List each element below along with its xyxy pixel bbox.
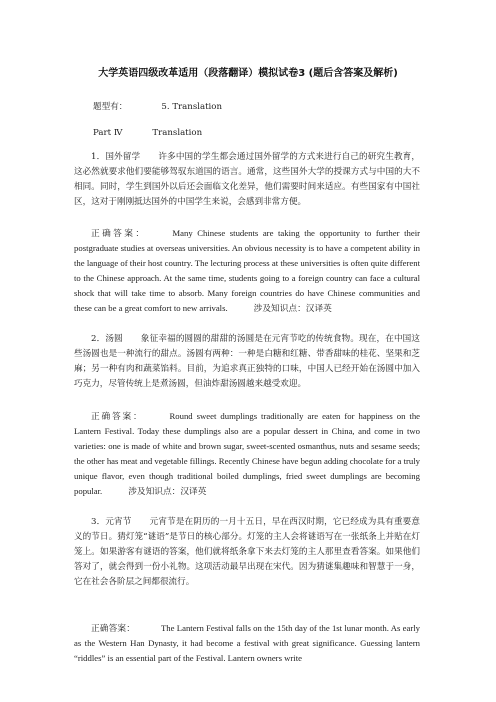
answer-text-2: Round sweet dumplings traditionally are eaten for happiness on the Lantern Festival. Today these dumplings also are a popular dessert in China, and come in two varieties: one is made of white and brown sugar, sweet-scented osmanthus, nuts and sesame seeds; the other has meat and vegetable fillings. Recently Chinese have begun adding chocolate for a truly unique flavor, even though traditional boiled dumplings, fried sweet dumplings are becoming popular.: [74, 411, 421, 496]
question-paragraph-3: [74, 515, 420, 590]
question-number-1: 1．国外留学: [91, 152, 141, 162]
document-title: 大学英语四级改革适用（段落翻译）模拟试卷3 (题后含答案及解析): [98, 68, 398, 79]
answer-label-1: 正确答案：: [91, 228, 147, 238]
part-value: Translation: [152, 128, 203, 138]
answer-text-3: The Lantern Festival falls on the 15th day of the 1st lunar month. As early as the Western Han Dynasty, it had become a festival with great significance. Guessing lantern “riddles” is an essential part of the Festival. Lantern owners write: [74, 623, 420, 663]
question-type-value: 5. Translation: [161, 102, 223, 112]
question-number-3: 3．元宵节: [91, 517, 132, 527]
question-paragraph-1: [74, 150, 420, 210]
answer-label-2: 正确答案：: [91, 411, 144, 421]
answer-label-3: 正确答案：: [91, 623, 135, 633]
question-type-label: 题型有：: [93, 102, 128, 112]
question-text-1: 许多中国的学生都会通过国外留学的方式来进行自己的研究生教育，这必然就要求他们要能够驾驭东道国的语言。通常，这些国外大学的授课方式与中国的大不相同。同时，学生到国外以后还会面临文化差异，他们需要时间来适应。有些国家有中国社区，这对于刚刚抵达国外的中国学生来说，会感到非常方便。: [74, 152, 420, 207]
question-type-line: [93, 100, 222, 112]
knowledge-point-1: 涉及知识点：汉译英: [253, 302, 332, 313]
question-paragraph-2: [74, 332, 420, 392]
part-line: [93, 128, 202, 138]
question-text-3: 元宵节是在阴历的一月十五日，早在西汉时期，它已经成为具有重要意义的节日。猜灯笼“谜语”是节日的核心部分。灯笼的主人会将谜语写在一张纸条上并贴在灯笼上。如果游客有谜语的答案，他们就将纸条拿下来去灯笼的主人那里查看答案。如果他们答对了，就会得到一份小礼物。这项活动最早出现在宋代。因为猜谜集趣味和智慧于一身，它在社会各阶层之间都很流行。: [74, 517, 421, 587]
knowledge-point-2: 涉及知识点：汉译英: [128, 485, 207, 496]
answer-text-1: Many Chinese students are taking the opportunity to further their postgraduate studies at overseas universities. An obvious necessity is to have a competent ability in the language of their host country. The lecturing process at these universities is often quite different to the Chinese approach. At the same time, students going to a foreign country can face a cultural shock that will take time to absorb. Many foreign countries do have Chinese communities and these can be a great comfort to new arrivals.: [74, 228, 420, 313]
question-text-2: 象征幸福的圆圆的甜甜的汤圆是在元宵节吃的传统食物。现在，在中国这些汤圆也是一种流行的甜点。汤圆有两种：一种是白糖和红糖、带香甜味的桂花、坚果和芝麻；另一种有肉和蔬菜馅料。目前，为追求真正独特的口味，中国人已经开始在汤圆中加入巧克力，尽管传统上是煮汤圆，但油炸甜汤圆越来越受欢迎。: [74, 334, 420, 389]
question-number-2: 2．汤圆: [91, 334, 123, 344]
part-label: Part Ⅳ: [93, 128, 123, 138]
answer-paragraph-2: [74, 409, 420, 498]
answer-paragraph-3: [74, 621, 420, 666]
answer-paragraph-1: [74, 226, 420, 315]
